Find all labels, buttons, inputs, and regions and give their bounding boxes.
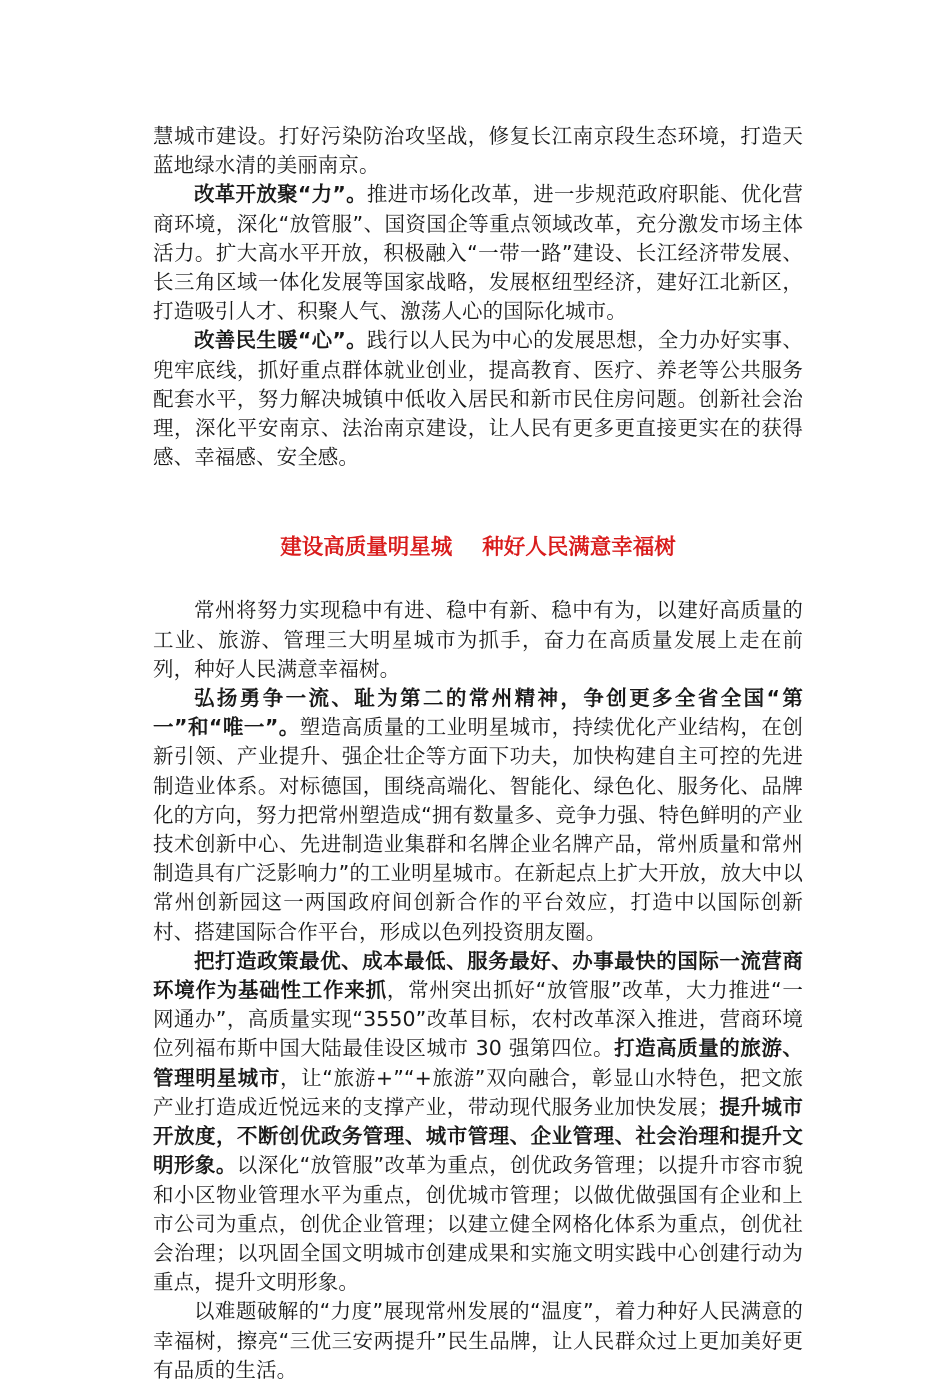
- paragraph-changzhou-intro: [153, 596, 803, 684]
- paragraph-lead-bold: 改革开放聚“力”。: [194, 182, 367, 207]
- paragraph-text: 塑造高质量的工业明星城市，持续优化产业结构，在创新引领、产业提升、强企壮企等方面下功夫，加快构建自主可控的先进制造业体系。对标德国，围绕高端化、智能化、绿色化、服务化、品牌化的方向，努力把常州塑造成“拥有数量多、竞争力强、特色鲜明的产业技术创新中心、先进制造业集群和名牌企业名牌产品，常州质量和常州制造具有广泛影响力”的工业明星城市。在新起点上扩大开放，放大中以常州创新园这一两国政府间创新合作的平台效应，打造中以国际创新村、搭建国际合作平台，形成以色列投资朋友圈。: [153, 715, 803, 944]
- paragraph-text: 慧城市建设。打好污染防治攻坚战，修复长江南京段生态环境，打造天蓝地绿水清的美丽南京。: [153, 124, 803, 178]
- paragraph-lead-bold: 弘扬勇争一流、耻为第二的常州精神，争创更多全省全国“第一”和“唯一”。: [153, 686, 803, 740]
- paragraph-nanjing-ecology: [153, 122, 803, 180]
- document-page: [153, 122, 803, 1385]
- paragraph-text: 践行以人民为中心的发展思想，全力办好实事、兜牢底线，抓好重点群体就业创业，提高教育、医疗、养老等公共服务配套水平，努力解决城镇中低收入居民和新市民住房问题。创新社会治理，深化平安南京、法治南京建设，让人民有更多更直接更实在的获得感、幸福感、安全感。: [153, 328, 803, 470]
- section-heading-changzhou: 建设高质量明星城 种好人民满意幸福树: [280, 535, 676, 561]
- paragraph-changzhou-conclusion: [153, 1297, 803, 1385]
- paragraph-text: 以难题破解的“力度”展现常州发展的“温度”，着力种好人民满意的幸福树，擦亮“三优三安两提升”民生品牌，让人民群众过上更加美好更有品质的生活。: [153, 1299, 803, 1382]
- paragraph-bold-segment: 提升城市开放度，不断创优政务管理、城市管理、企业管理、社会治理和提升文明形象。: [153, 1094, 803, 1178]
- paragraph-text: 以深化“放管服”改革为重点，创优政务管理；以提升市容市貌和小区物业管理水平为重点，创优城市管理；以做优做强国有企业和上市公司为重点，创优企业管理；以建立健全网格化体系为重点，创优社会治理；以巩固全国文明城市创建成果和实施文明实践中心创建行动为重点，提升文明形象。: [153, 1153, 803, 1295]
- paragraph-changzhou-spirit: [153, 684, 803, 947]
- paragraph-bold-segment: 打造高质量的旅游、管理明星城市: [153, 1036, 803, 1090]
- paragraph-business-environment: [153, 947, 803, 1297]
- paragraph-lead-bold: 改善民生暖“心”。: [194, 328, 367, 353]
- paragraph-text: ，让“旅游+”“+旅游”双向融合，彰显山水特色，把文旅产业打造成近悦远来的支撑产业，带动现代服务业加快发展；: [153, 1065, 803, 1119]
- paragraph-livelihood: [153, 326, 803, 472]
- paragraph-text: 常州将努力实现稳中有进、稳中有新、稳中有为，以建好高质量的工业、旅游、管理三大明星城市为抓手，奋力在高质量发展上走在前列，种好人民满意幸福树。: [153, 598, 803, 681]
- paragraph-bold-segment: 把打造政策最优、成本最低、服务最好、办事最快的国际一流营商环境作为基础性工作来抓: [153, 948, 803, 1003]
- paragraph-text: ，常州突出抓好“放管服”改革，大力推进“一网通办”，高质量实现“3550”改革目标，农村改革深入推进，营商环境位列福布斯中国大陆最佳设区城市 30 强第四位。: [153, 978, 803, 1061]
- paragraph-reform-opening: [153, 180, 803, 326]
- paragraph-text: 推进市场化改革，进一步规范政府职能、优化营商环境，深化“放管服”、国资国企等重点领域改革，充分激发市场主体活力。扩大高水平开放，积极融入“一带一路”建设、长江经济带发展、长三角区域一体化发展等国家战略，发展枢纽型经济，建好江北新区，打造吸引人才、积聚人气、激荡人心的国际化城市。: [153, 182, 803, 324]
